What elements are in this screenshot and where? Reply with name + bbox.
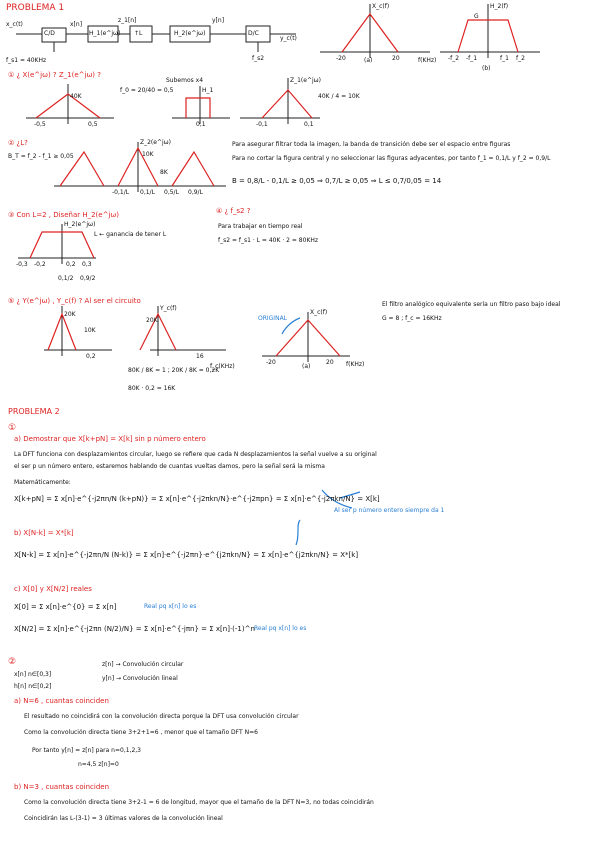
- q2-explanation-2: Para no cortar la figura central y no seleccionar las figuras adyacentes, por tanto f_1 = 0,1/L y f_2 = 0,9/L: [232, 155, 551, 162]
- q2-result: B = 0,8/L - 0,1/L ≥ 0,05 ⇒ 0,7/L ≥ 0,05 ⇒ L ≤ 0,7/0,05 = 14: [232, 177, 442, 185]
- q3-tick-02: 0,2: [66, 261, 76, 268]
- q5-tick-02: 0,2: [86, 353, 96, 360]
- q1-z1-note: 40K / 4 = 10K: [318, 93, 360, 100]
- h2-spectrum-title: H_2(f): [490, 3, 509, 10]
- h2-tick-f2: f_2: [516, 55, 525, 62]
- q5-xc-unit: f(KHz): [346, 361, 365, 368]
- p2-c-heading: c) X[0] y X[N/2] reales: [14, 585, 92, 593]
- q3-tick-f1: 0,1/2: [58, 275, 74, 282]
- xc-tick-20: 20: [392, 55, 400, 62]
- q5-conclusion-2: G = 8 ; f_c = 16KHz: [382, 315, 442, 322]
- q5-xc-title: X_c(f): [310, 309, 328, 316]
- p2-c-equation-2: X[N/2] = Σ x[n]·e^{-j2πn (N/2)/N} = Σ x[n]·e^{-jπn} = Σ x[n]·(-1)^n: [14, 625, 255, 633]
- q2-tick-neg: -0,1/L: [112, 189, 130, 196]
- q5-yc-title: Y_c(f): [160, 305, 177, 312]
- q5-xc-tick-20: 20: [326, 359, 334, 366]
- p2-x-definition: x[n] n∈[0,3]: [14, 671, 52, 678]
- p2-b-equation: X[N-k] = Σ x[n]·e^{-j2πn/N (N-k)} = Σ x[n]·e^{-j2πn}·e^{j2πkn/N} = Σ x[n]·e^{j2πkn/N} = X*[k]: [14, 551, 359, 559]
- problem-1-title: PROBLEMA 1: [6, 3, 65, 13]
- q4-text: Para trabajar en tiempo real: [218, 223, 303, 230]
- q3-tick-neg03: -0,3: [16, 261, 28, 268]
- q1-tick-40k: 40K: [70, 93, 82, 100]
- q1-z1-title: Z_1(e^jω): [290, 77, 322, 84]
- p2-y-definition: y[n] → Convolución lineal: [102, 675, 178, 682]
- p2-a-equation: X[k+pN] = Σ x[n]·e^{-j2πn/N (k+pN)} = Σ x[n]·e^{-j2πkn/N}·e^{-j2πpn} = Σ x[n]·e^{-j2πkn/N} = X[k]: [14, 495, 380, 503]
- question-4: ④ ¿ f_s2 ?: [216, 207, 251, 215]
- xc-spectrum-title: X_c(f): [372, 3, 390, 10]
- upsample-block-label: ↑L: [134, 30, 143, 37]
- q3-tick-f2: 0,9/2: [80, 275, 96, 282]
- h2-block-label: H_2(e^jω): [174, 30, 206, 37]
- fs2-label: f_s2: [252, 55, 265, 62]
- q5-yc-unit: f_c(KHz): [210, 363, 235, 370]
- p2-c-note-2: Real pq x[n] lo es: [254, 625, 307, 632]
- h2-tick-b: (b): [482, 65, 491, 72]
- p2-a-text-2: el ser p un número entero, estaremos hablando de cuantas vueltas damos, pero la señal será la misma: [14, 463, 325, 470]
- q5-tick-20k: 20K: [64, 311, 76, 318]
- q5-xc-tick-neg20: -20: [266, 359, 276, 366]
- cd-block-label: C/D: [44, 30, 55, 37]
- p2-2a-text-3: Por tanto y[n] = z[n] para n=0,1,2,3: [32, 747, 141, 754]
- q5-conclusion-1: El filtro analógico equivalente sería un filtro paso bajo ideal: [382, 301, 561, 308]
- signal-y-label: y[n]: [212, 17, 225, 24]
- signal-x-label: x[n]: [70, 21, 83, 28]
- q3-filter-title: H_2(e^jω): [64, 221, 96, 228]
- q1-calculation: f_0 = 20/40 = 0,5: [120, 87, 174, 94]
- xc-tick-neg20: -20: [336, 55, 346, 62]
- q5-yc-tick-16: 16: [196, 353, 204, 360]
- q2-tick-09: 0,9/L: [188, 189, 203, 196]
- xc-axis-unit: f(KHz): [418, 57, 437, 64]
- p2-2b-heading: b) N=3 , cuantas coinciden: [14, 783, 110, 791]
- q1-h1-tick: 0,1: [196, 121, 206, 128]
- question-2: ② ¿L?: [8, 139, 28, 147]
- p2-a-math-label: Matemáticamente:: [14, 479, 71, 486]
- question-1: ① ¿ X(e^jω) ? Z_1(e^jω) ?: [8, 71, 101, 79]
- q1-tick-neg05: -0,5: [34, 121, 46, 128]
- p2-part-2: ②: [8, 657, 17, 667]
- p2-c-note-1: Real pq x[n] lo es: [144, 603, 197, 610]
- q2-equation: B_T = f_2 - f_1 ≥ 0,05: [8, 153, 74, 160]
- q1-z1-tick-pos: 0,1: [304, 121, 314, 128]
- p2-part-1: ①: [8, 423, 17, 433]
- q1-upsample-note: Subemos x4: [166, 77, 204, 84]
- p2-a-text-1: La DFT funciona con desplazamientos circular, luego se refiere que cada N desplazamientos la señal vuelve a su original: [14, 451, 377, 458]
- q1-h1-title: H_1: [202, 87, 214, 94]
- question-5: ⑤ ¿ Y(e^jω) , Y_c(f) ? Al ser el circuito: [8, 297, 141, 305]
- q5-xc-tick-a: (a): [302, 363, 311, 370]
- p2-z-definition: z[n] → Convolución circular: [102, 661, 184, 668]
- q5-original-label: ORIGINAL: [258, 315, 288, 322]
- xc-tick-a: (a): [364, 57, 373, 64]
- p2-2a-text-2: Como la convolución directa tiene 3+2+1=6 , menor que el tamaño DFT N=6: [24, 729, 258, 736]
- h1-block-label: H_1(e^jω): [89, 30, 121, 37]
- q1-tick-05: 0,5: [88, 121, 98, 128]
- h2-tick-f1: f_1: [500, 55, 509, 62]
- p2-h-definition: h[n] n∈[0,2]: [14, 683, 52, 690]
- p2-2a-heading: a) N=6 , cuantas coinciden: [14, 697, 109, 705]
- p2-c-equation-1: X[0] = Σ x[n]·e^{0} = Σ x[n]: [14, 603, 117, 611]
- sampling-freq-label: f_s1 = 40KHz: [6, 57, 47, 64]
- input-signal-label: x_c(t): [6, 21, 23, 28]
- p2-a-note: Al ser p número entero siempre da 1: [334, 507, 445, 514]
- dc-block-label: D/C: [248, 30, 259, 37]
- h2-tick-neg-f1: -f_1: [466, 55, 478, 62]
- q3-tick-03: 0,3: [82, 261, 92, 268]
- p2-2a-text-1: El resultado no coincidirá con la convolución directa porque la DFT usa convolución circular: [24, 713, 299, 720]
- q2-tick-8k: 8K: [160, 169, 168, 176]
- h2-gain-label: G: [474, 13, 479, 20]
- p2-a-heading: a) Demostrar que X[k+pN] = X[k] sin p número entero: [14, 435, 206, 443]
- q2-explanation-1: Para asegurar filtrar toda la imagen, la banda de transición debe ser el espacio entre figuras: [232, 141, 511, 148]
- q5-yc-tick-20k: 20K: [146, 317, 158, 324]
- p2-2b-text-1: Como la convolución directa tiene 3+2-1 = 6 de longitud, mayor que el tamaño de la DFT N=3, no todas coincidirán: [24, 799, 374, 806]
- p2-2a-text-4: n=4,5 z[n]=0: [78, 761, 119, 768]
- q2-tick-10k: 10K: [142, 151, 154, 158]
- question-3: ③ Con L=2 , Diseñar H_2(e^jω): [8, 211, 120, 219]
- p2-2b-text-2: Coincidirán las L-(3-1) = 3 últimas valores de la convolución lineal: [24, 815, 223, 822]
- p2-b-heading: b) X[N-k] = X*[k]: [14, 529, 74, 537]
- q2-tick-pos: 0,1/L: [140, 189, 155, 196]
- q5-tick-10k: 10K: [84, 327, 96, 334]
- q3-gain-note: L ← ganancia de tener L: [94, 231, 167, 238]
- q5-calc-2: 80K · 0,2 = 16K: [128, 385, 176, 392]
- q5-calc-1: 80K / 8K = 1 ; 20K / 8K = 0,2K: [128, 367, 220, 374]
- q1-z1-tick-neg: -0,1: [256, 121, 268, 128]
- h2-tick-neg-f2: -f_2: [448, 55, 460, 62]
- problem-2-title: PROBLEMA 2: [8, 407, 60, 416]
- q2-spectrum-title: Z_2(e^jω): [140, 139, 172, 146]
- signal-z1-label: z_1[n]: [118, 17, 137, 24]
- q4-equation: f_s2 = f_s1 · L = 40K · 2 = 80KHz: [218, 237, 319, 244]
- q3-tick-neg02: -0,2: [34, 261, 46, 268]
- output-signal-label: y_c(t): [280, 35, 297, 42]
- q2-tick-05: 0,5/L: [164, 189, 179, 196]
